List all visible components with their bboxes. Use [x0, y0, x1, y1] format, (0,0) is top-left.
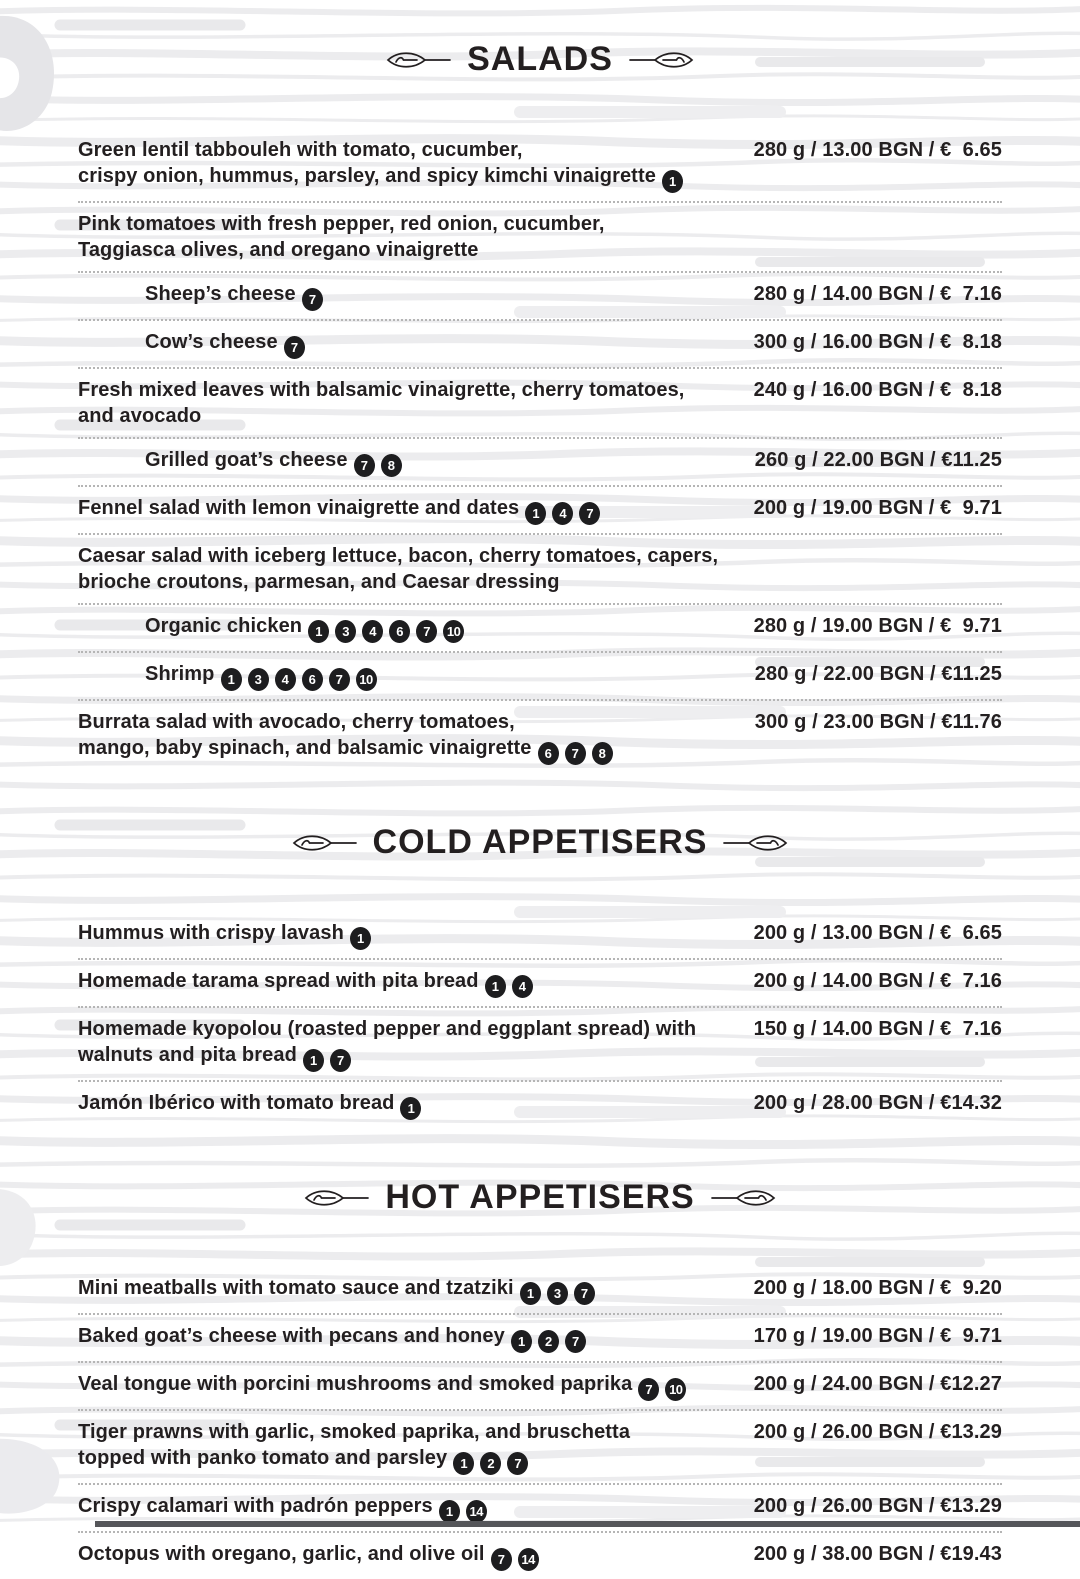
item-name-text: and avocado	[78, 405, 202, 427]
item-name	[78, 377, 734, 429]
menu-item	[78, 535, 1002, 605]
menu-item	[78, 1008, 1002, 1082]
item-price: 300 g / 16.00 BGN / € 8.18	[753, 331, 1002, 353]
item-name-text: Shrimp	[145, 663, 215, 685]
allergen-badge: 1	[511, 1330, 532, 1353]
allergen-badge: 8	[381, 454, 402, 477]
allergen-badge: 7	[565, 1330, 586, 1353]
item-name-text: Baked goat’s cheese with pecans and honey	[78, 1325, 505, 1347]
menu-item	[78, 321, 1002, 369]
allergen-badge: 1	[525, 502, 546, 525]
section-heading	[78, 1178, 1002, 1217]
item-name-text: Fennel salad with lemon vinaigrette and dates	[78, 497, 520, 519]
leaf-ornament-left	[304, 1185, 370, 1211]
allergen-badge: 1	[308, 620, 329, 643]
item-price: 200 g / 24.00 BGN / €12.27	[753, 1373, 1002, 1395]
item-name	[78, 613, 734, 643]
item-name	[78, 211, 734, 263]
item-price: 200 g / 18.00 BGN / € 9.20	[753, 1277, 1002, 1299]
item-name-line	[78, 1090, 734, 1120]
item-name-line	[78, 709, 734, 735]
menu-item	[78, 203, 1002, 273]
item-name	[78, 281, 734, 311]
allergen-badge: 1	[350, 927, 371, 950]
allergen-badge: 7	[491, 1548, 512, 1571]
menu-item	[78, 1533, 1002, 1579]
item-name-line	[78, 569, 734, 595]
allergen-badge: 7	[302, 288, 323, 311]
allergen-badge: 6	[389, 620, 410, 643]
item-name	[78, 661, 734, 691]
item-name-line	[78, 1371, 734, 1401]
item-price: 260 g / 22.00 BGN / €11.25	[754, 449, 1002, 471]
item-name-line	[145, 447, 734, 477]
item-name-line	[78, 137, 734, 163]
allergen-badge: 1	[439, 1500, 460, 1523]
item-name-line	[78, 735, 734, 765]
item-name-line	[78, 237, 734, 263]
item-name-line	[78, 543, 734, 569]
item-name-text: Cow’s cheese	[145, 331, 278, 353]
item-price: 280 g / 22.00 BGN / €11.25	[754, 663, 1002, 685]
item-name-text: Organic chicken	[145, 615, 303, 637]
item-name-text: Burrata salad with avocado, cherry tomatoes,	[78, 711, 515, 733]
item-price: 200 g / 14.00 BGN / € 7.16	[753, 970, 1002, 992]
item-name	[78, 1090, 734, 1120]
allergen-badge: 3	[335, 620, 356, 643]
allergen-badge: 2	[480, 1452, 501, 1475]
menu-item	[78, 701, 1002, 773]
allergen-badge: 1	[520, 1282, 541, 1305]
item-name-text: walnuts and pita bread	[78, 1044, 297, 1066]
item-name-text: Tiger prawns with garlic, smoked paprika, and bruschetta	[78, 1421, 631, 1443]
section-title: COLD APPETISERS	[372, 823, 708, 861]
item-name-line	[78, 403, 734, 429]
menu-item	[78, 487, 1002, 535]
item-name	[78, 1419, 734, 1475]
item-name	[78, 709, 734, 765]
leaf-ornament-right	[722, 830, 788, 856]
item-name-text: Pink tomatoes with fresh pepper, red onion, cucumber,	[78, 213, 605, 235]
item-name	[78, 968, 734, 998]
menu-item	[78, 653, 1002, 701]
allergen-badge: 4	[512, 975, 533, 998]
item-name-line	[78, 1445, 734, 1475]
section-title: SALADS	[467, 40, 613, 78]
allergen-badge: 7	[579, 502, 600, 525]
menu-section-cold-appetisers	[78, 823, 1002, 1128]
allergen-badge: 1	[485, 975, 506, 998]
item-name-text: Jamón Ibérico with tomato bread	[78, 1092, 395, 1114]
item-price: 200 g / 28.00 BGN / €14.32	[753, 1092, 1002, 1114]
menu-item	[78, 1315, 1002, 1363]
item-name-line	[78, 1042, 734, 1072]
allergen-badge: 7	[574, 1282, 595, 1305]
allergen-badge: 10	[443, 620, 464, 643]
item-name	[78, 543, 734, 595]
leaf-ornament-right	[710, 1185, 776, 1211]
item-name-line	[78, 1419, 734, 1445]
item-name-line	[78, 1275, 734, 1305]
item-price: 200 g / 26.00 BGN / €13.29	[753, 1421, 1002, 1443]
item-name-text: brioche croutons, parmesan, and Caesar dressing	[78, 571, 560, 593]
allergen-badge: 10	[356, 668, 377, 691]
item-name	[78, 447, 734, 477]
menu-item	[78, 1411, 1002, 1485]
allergen-badge: 7	[354, 454, 375, 477]
item-name-text: Fresh mixed leaves with balsamic vinaigrette, cherry tomatoes,	[78, 379, 685, 401]
item-name	[78, 1016, 734, 1072]
item-name-line	[78, 1541, 734, 1571]
item-name-line	[78, 1493, 734, 1523]
menu-section-hot-appetisers	[78, 1178, 1002, 1579]
item-name-text: Sheep’s cheese	[145, 283, 296, 305]
item-name-text: topped with panko tomato and parsley	[78, 1447, 448, 1469]
item-price: 200 g / 26.00 BGN / €13.29	[753, 1495, 1002, 1517]
item-name	[78, 137, 734, 193]
menu-item	[78, 605, 1002, 653]
item-name-text: Hummus with crispy lavash	[78, 922, 344, 944]
item-name-text: Homemade tarama spread with pita bread	[78, 970, 479, 992]
item-name-line	[78, 163, 734, 193]
allergen-badge: 7	[329, 668, 350, 691]
allergen-badge: 7	[330, 1049, 351, 1072]
item-name-text: Crispy calamari with padrón peppers	[78, 1495, 433, 1517]
item-price: 150 g / 14.00 BGN / € 7.16	[753, 1018, 1002, 1040]
allergen-badge: 2	[538, 1330, 559, 1353]
allergen-badge: 3	[547, 1282, 568, 1305]
item-name-line	[78, 377, 734, 403]
allergen-badge: 1	[303, 1049, 324, 1072]
allergen-badge: 14	[466, 1500, 487, 1523]
allergen-badge: 4	[362, 620, 383, 643]
menu-item	[78, 1267, 1002, 1315]
item-name-line	[145, 329, 734, 359]
item-name-text: Grilled goat’s cheese	[145, 449, 348, 471]
item-name	[78, 495, 734, 525]
menu-item	[78, 960, 1002, 1008]
item-name	[78, 1371, 734, 1401]
allergen-badge: 7	[638, 1378, 659, 1401]
item-name-line	[78, 211, 734, 237]
allergen-badge: 4	[275, 668, 296, 691]
menu-item	[78, 273, 1002, 321]
allergen-badge: 4	[552, 502, 573, 525]
menu-section-salads	[78, 40, 1002, 773]
leaf-ornament-right	[628, 47, 694, 73]
item-name	[78, 920, 734, 950]
item-name	[78, 1493, 734, 1523]
menu-item	[78, 1082, 1002, 1128]
item-name-text: Caesar salad with iceberg lettuce, bacon, cherry tomatoes, capers,	[78, 545, 719, 567]
item-price: 300 g / 23.00 BGN / €11.76	[754, 711, 1002, 733]
item-name	[78, 1323, 734, 1353]
item-name-line	[145, 281, 734, 311]
allergen-badge: 8	[592, 742, 613, 765]
item-price: 280 g / 13.00 BGN / € 6.65	[753, 139, 1002, 161]
section-heading	[78, 40, 1002, 79]
menu-item	[78, 369, 1002, 439]
menu-item	[78, 129, 1002, 203]
item-price: 200 g / 38.00 BGN / €19.43	[753, 1543, 1002, 1565]
item-name-line	[145, 613, 734, 643]
allergen-badge: 7	[507, 1452, 528, 1475]
section-heading	[78, 823, 1002, 862]
menu-content	[78, 0, 1002, 1579]
bottom-edge-bar	[95, 1521, 1080, 1527]
item-name-text: crispy onion, hummus, parsley, and spicy kimchi vinaigrette	[78, 165, 656, 187]
leaf-ornament-left	[292, 830, 358, 856]
item-name-line	[78, 1323, 734, 1353]
allergen-badge: 14	[518, 1548, 539, 1571]
allergen-badge: 7	[565, 742, 586, 765]
section-title: HOT APPETISERS	[385, 1178, 695, 1216]
item-name-text: Veal tongue with porcini mushrooms and smoked paprika	[78, 1373, 633, 1395]
allergen-badge: 1	[221, 668, 242, 691]
allergen-badge: 6	[302, 668, 323, 691]
allergen-badge: 3	[248, 668, 269, 691]
item-name-text: Octopus with oregano, garlic, and olive oil	[78, 1543, 485, 1565]
allergen-badge: 1	[662, 170, 683, 193]
allergen-badge: 7	[416, 620, 437, 643]
menu-item	[78, 1363, 1002, 1411]
allergen-badge: 7	[284, 336, 305, 359]
allergen-badge: 1	[400, 1097, 421, 1120]
item-name-line	[145, 661, 734, 691]
item-name	[78, 1275, 734, 1305]
item-name-text: Taggiasca olives, and oregano vinaigrette	[78, 239, 479, 261]
item-price: 280 g / 14.00 BGN / € 7.16	[753, 283, 1002, 305]
item-price: 170 g / 19.00 BGN / € 9.71	[753, 1325, 1002, 1347]
item-price: 200 g / 13.00 BGN / € 6.65	[753, 922, 1002, 944]
item-price: 280 g / 19.00 BGN / € 9.71	[753, 615, 1002, 637]
item-name-text: Mini meatballs with tomato sauce and tzatziki	[78, 1277, 514, 1299]
allergen-badge: 6	[538, 742, 559, 765]
item-name-text: mango, baby spinach, and balsamic vinaigrette	[78, 737, 532, 759]
item-name-line	[78, 968, 734, 998]
allergen-badge: 10	[665, 1378, 686, 1401]
menu-item	[78, 439, 1002, 487]
item-name-line	[78, 1016, 734, 1042]
menu-item	[78, 912, 1002, 960]
allergen-badge: 1	[453, 1452, 474, 1475]
item-name-line	[78, 495, 734, 525]
item-price: 200 g / 19.00 BGN / € 9.71	[753, 497, 1002, 519]
item-name-text: Homemade kyopolou (roasted pepper and eggplant spread) with	[78, 1018, 697, 1040]
item-price: 240 g / 16.00 BGN / € 8.18	[753, 379, 1002, 401]
item-name	[78, 1541, 734, 1571]
item-name-line	[78, 920, 734, 950]
item-name-text: Green lentil tabbouleh with tomato, cucumber,	[78, 139, 523, 161]
leaf-ornament-left	[386, 47, 452, 73]
item-name	[78, 329, 734, 359]
